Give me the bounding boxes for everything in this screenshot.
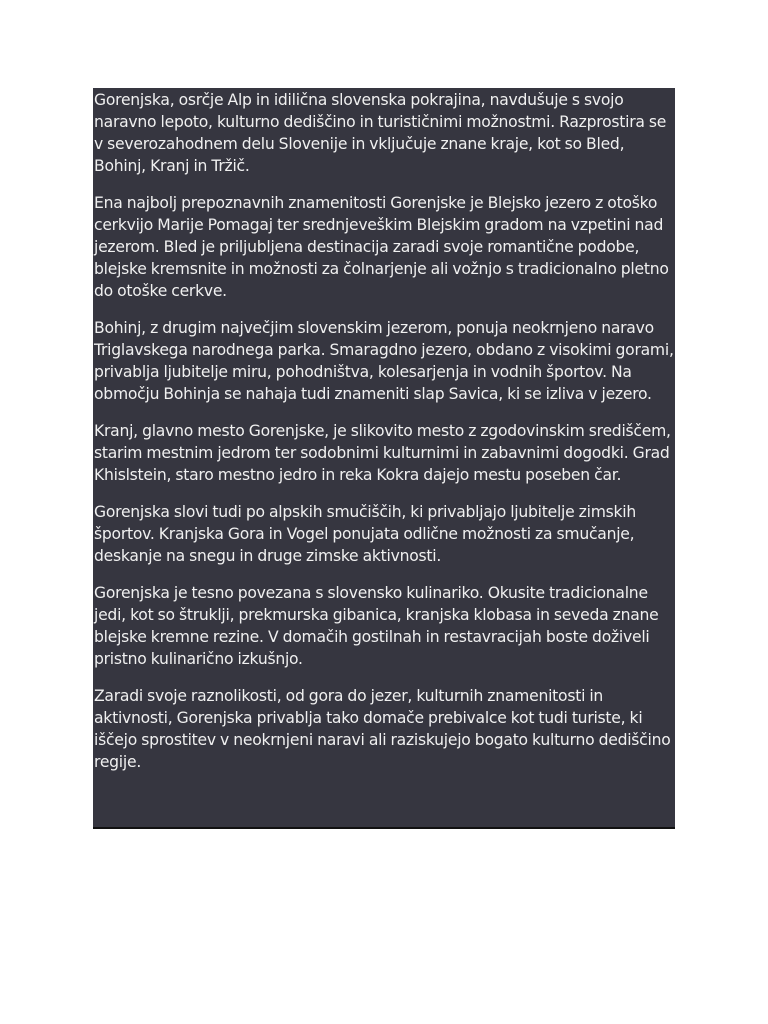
article-text-block	[93, 88, 675, 829]
paragraph-kranj: Kranj, glavno mesto Gorenjske, je slikovito mesto z zgodovinskim središčem, starim mestnim jedrom ter sodobnimi kulturnimi in zabavnimi dogodki. Grad Khislstein, staro mestno jedro in reka Kokra dajejo mestu poseben čar.	[94, 422, 671, 484]
paragraph-intro: Gorenjska, osrčje Alp in idilična slovenska pokrajina, navdušuje s svojo naravno lepoto, kulturno dediščino in turističnimi možnostmi. Razprostira se v severozahodnem delu Slovenije in vključuje znane kraje, kot so Bled, Bohinj, Kranj in Tržič.	[94, 91, 667, 175]
paragraph-cuisine: Gorenjska je tesno povezana s slovensko kulinariko. Okusite tradicionalne jedi, kot so štruklji, prekmurska gibanica, kranjska klobasa in seveda znane blejske kremne rezine. V domačih gostilnah in restavracijah boste doživeli pristno kulinarično izkušnjo.	[94, 584, 659, 668]
paragraph-bohinj: Bohinj, z drugim največjim slovenskim jezerom, ponuja neokrnjeno naravo Triglavskega narodnega parka. Smaragdno jezero, obdano z visokimi gorami, privablja ljubitelje miru, pohodništva, kolesarjenja in vodnih športov. Na območju Bohinja se nahaja tudi znameniti slap Savica, ki se izliva v jezero.	[94, 319, 674, 403]
paragraph-bled: Ena najbolj prepoznavnih znamenitosti Gorenjske je Blejsko jezero z otoško cerkvijo Marije Pomagaj ter srednjeveškim Blejskim gradom na vzpetini nad jezerom. Bled je priljubljena destinacija zaradi svoje romantične podobe, blejske kremsnite in možnosti za čolnarjenje ali vožnjo s tradicionalno pletno do otoške cerkve.	[94, 194, 669, 300]
paragraph-conclusion: Zaradi svoje raznolikosti, od gora do jezer, kulturnih znamenitosti in aktivnosti, Gorenjska privablja tako domače prebivalce kot tudi turiste, ki iščejo sprostitev v neokrnjeni naravi ali raziskujejo bogato kulturno dediščino regije.	[94, 687, 671, 771]
paragraph-ski-resorts: Gorenjska slovi tudi po alpskih smučiščih, ki privabljajo ljubitelje zimskih športov. Kranjska Gora in Vogel ponujata odlične možnosti za smučanje, deskanje na snegu in druge zimske aktivnosti.	[94, 503, 637, 565]
